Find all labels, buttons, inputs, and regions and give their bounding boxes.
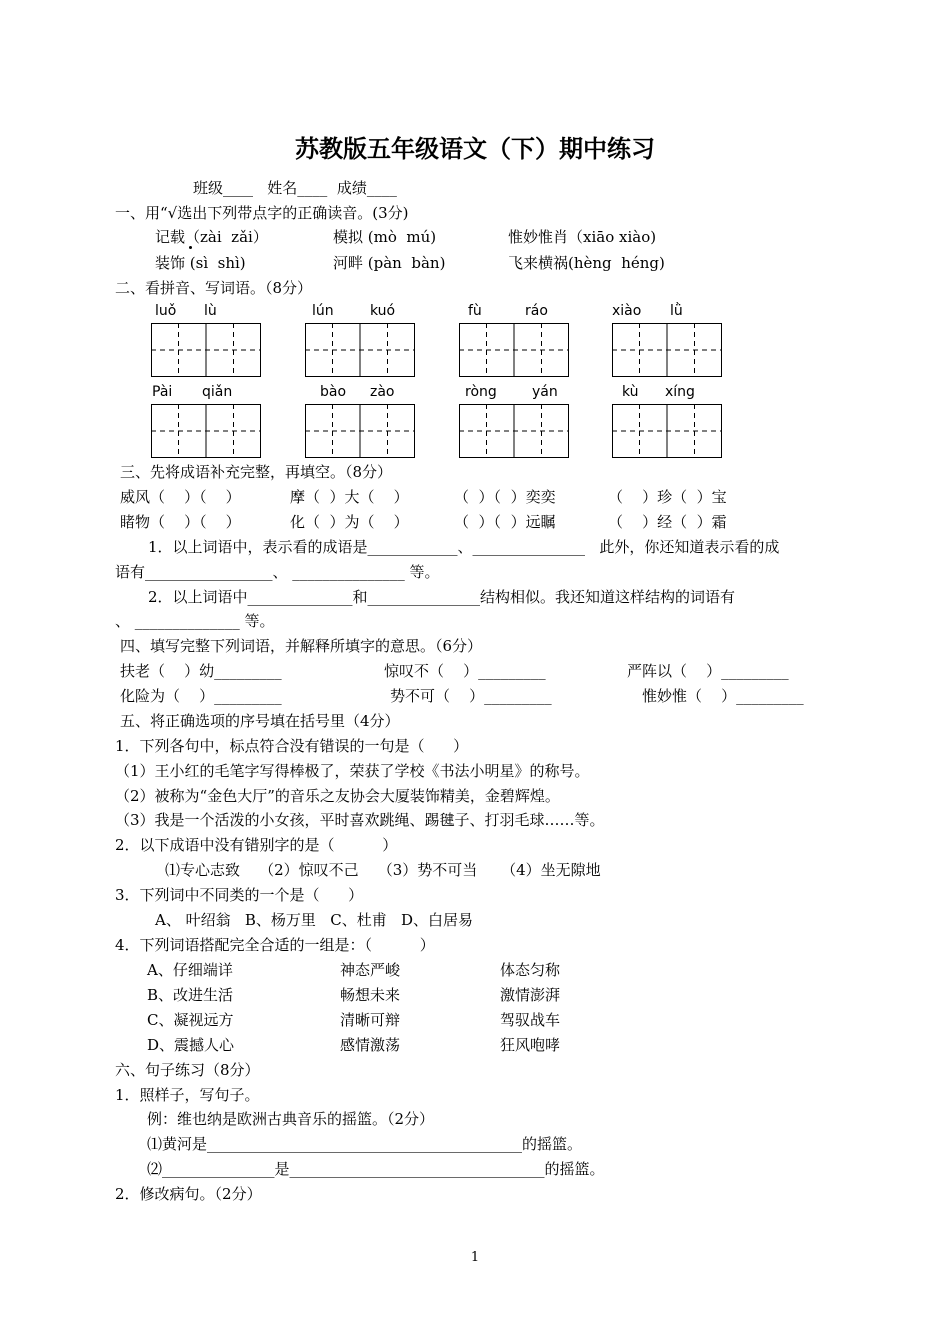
s4-item: 扶老（ ）幼_________ <box>120 662 282 680</box>
pinyin-label: xiào <box>612 303 642 319</box>
page-number: 1 <box>470 1250 480 1265</box>
pinyin-label: zào <box>370 384 395 400</box>
page-title: 苏教版五年级语文（下）期中练习 <box>295 135 655 163</box>
tianzige-box <box>151 323 261 377</box>
s5-line: （2）被称为“金色大厅”的音乐之友协会大厦装饰精美，金碧辉煌。 <box>115 787 560 805</box>
pinyin-label: lún <box>312 303 334 319</box>
s3-question: 、 ______________ 等。 <box>115 612 275 630</box>
tianzige-box <box>459 404 569 458</box>
s4-item: 势不可（ ）_________ <box>390 687 552 705</box>
s5-option: B、改进生活 <box>147 986 234 1004</box>
pinyin-label: luǒ <box>155 303 177 319</box>
s5-line: 3．下列词中不同类的一个是（ ） <box>115 886 364 904</box>
s5-option: 狂风咆哮 <box>500 1036 561 1054</box>
s4-item: 严阵以（ ）_________ <box>627 662 789 680</box>
s6-line: 例：维也纳是欧洲古典音乐的摇篮。（2分） <box>147 1110 435 1128</box>
s4-item: 惊叹不（ ）_________ <box>384 662 546 680</box>
s5-option: 畅想未来 <box>340 986 401 1004</box>
s5-line: 2．以下成语中没有错别字的是（ ） <box>115 836 398 854</box>
s5-line: 1．下列各句中，标点符合没有错误的一句是（ ） <box>115 737 469 755</box>
s3-idiom: （ ）（ ）奕奕 <box>454 488 556 506</box>
tianzige-box <box>612 404 722 458</box>
section-4-heading: 四、填写完整下列词语，并解释所填字的意思。（6分） <box>120 637 483 655</box>
emphasis-dot <box>189 246 192 249</box>
tianzige-box <box>305 323 415 377</box>
tianzige-box <box>151 404 261 458</box>
s5-option: A、仔细端详 <box>147 961 233 979</box>
s5-option: 体态匀称 <box>500 961 561 979</box>
s5-option: 神态严峻 <box>340 961 401 979</box>
s3-idiom: 睹物（ ）（ ） <box>120 513 241 531</box>
s5-option: 激情澎湃 <box>500 986 561 1004</box>
pinyin-label: Pài <box>152 384 173 400</box>
pinyin-label: lù <box>204 303 217 319</box>
section-3-heading: 三、先将成语补充完整，再填空。（8分） <box>120 463 393 481</box>
section-6-heading: 六、句子练习（8分） <box>115 1061 260 1079</box>
s6-line: ⑵_______________是__________________________________的摇篮。 <box>147 1160 605 1178</box>
s3-question: 语有_________________、 _______________ 等。 <box>115 563 440 581</box>
header-fields: 班级____ 姓名____ 成绩____ <box>193 179 397 197</box>
pinyin-label: bào <box>320 384 347 400</box>
s3-idiom: 摩（ ）大（ ） <box>290 488 409 506</box>
tianzige-box <box>305 404 415 458</box>
s1-item: 飞来横祸(hèng héng) <box>508 254 665 272</box>
s5-option: C、凝视远方 <box>147 1011 234 1029</box>
pinyin-label: fù <box>468 303 482 319</box>
pinyin-label: kuó <box>370 303 396 319</box>
s3-idiom: （ ）经（ ）霜 <box>608 513 727 531</box>
s3-question: 1．以上词语中，表示看的成语是____________、_______________ 此外，你还知道表示看的成 <box>148 538 780 556</box>
s1-item: 惟妙惟肖（xiāo xiào) <box>508 228 657 246</box>
section-5-heading: 五、将正确选项的序号填在括号里（4分） <box>120 712 400 730</box>
s3-question: 2．以上词语中______________和_______________结构相似。我还知道这样结构的词语有 <box>148 588 736 606</box>
pinyin-label: ròng <box>465 384 497 400</box>
s1-item: 模拟 (mò mú) <box>333 228 437 246</box>
s5-line: 4．下列词语搭配完全合适的一组是：（ ） <box>115 936 435 954</box>
pinyin-label: lǜ <box>670 303 683 319</box>
s3-idiom: 化（ ）为（ ） <box>290 513 409 531</box>
s4-item: 化险为（ ）_________ <box>120 687 282 705</box>
s6-line: ⑴黄河是__________________________________________的摇篮。 <box>147 1135 583 1153</box>
s5-line: （3）我是一个活泼的小女孩，平时喜欢跳绳、踢毽子、打羽毛球……等。 <box>115 811 605 829</box>
s6-line: 1．照样子，写句子。 <box>115 1086 260 1104</box>
s3-idiom: 威风（ ）（ ） <box>120 488 241 506</box>
s5-option: 感情激荡 <box>340 1036 401 1054</box>
pinyin-label: xíng <box>665 384 695 400</box>
s5-option: 驾驭战车 <box>500 1011 561 1029</box>
s6-line: 2．修改病句。（2分） <box>115 1185 262 1203</box>
s5-option: 清晰可辩 <box>340 1011 401 1029</box>
s1-item: 装饰 (sì shì) <box>155 254 246 272</box>
s3-idiom: （ ）珍（ ）宝 <box>608 488 727 506</box>
pinyin-label: kù <box>622 384 639 400</box>
s5-line: A、 叶绍翁 B、杨万里 C、杜甫 D、白居易 <box>155 911 474 929</box>
pinyin-label: qiǎn <box>202 384 233 400</box>
s5-line: （1）王小红的毛笔字写得棒极了，荣获了学校《书法小明星》的称号。 <box>115 762 590 780</box>
s3-idiom: （ ）（ ）远瞩 <box>454 513 556 531</box>
section-2-heading: 二、看拼音、写词语。（8分） <box>115 279 313 297</box>
s5-line: ⑴专心志致 （2）惊叹不己 （3）势不可当 （4）坐无隙地 <box>165 861 601 879</box>
tianzige-box <box>612 323 722 377</box>
s1-item: 记载（zài zǎi） <box>155 228 268 246</box>
pinyin-label: yán <box>532 384 558 400</box>
s4-item: 惟妙惟（ ）_________ <box>642 687 804 705</box>
tianzige-box <box>459 323 569 377</box>
section-1-heading: 一、用“√选出下列带点字的正确读音。(3分) <box>115 204 409 222</box>
pinyin-label: ráo <box>525 303 548 319</box>
s1-item: 河畔 (pàn bàn) <box>333 254 446 272</box>
s5-option: D、震撼人心 <box>147 1036 235 1054</box>
